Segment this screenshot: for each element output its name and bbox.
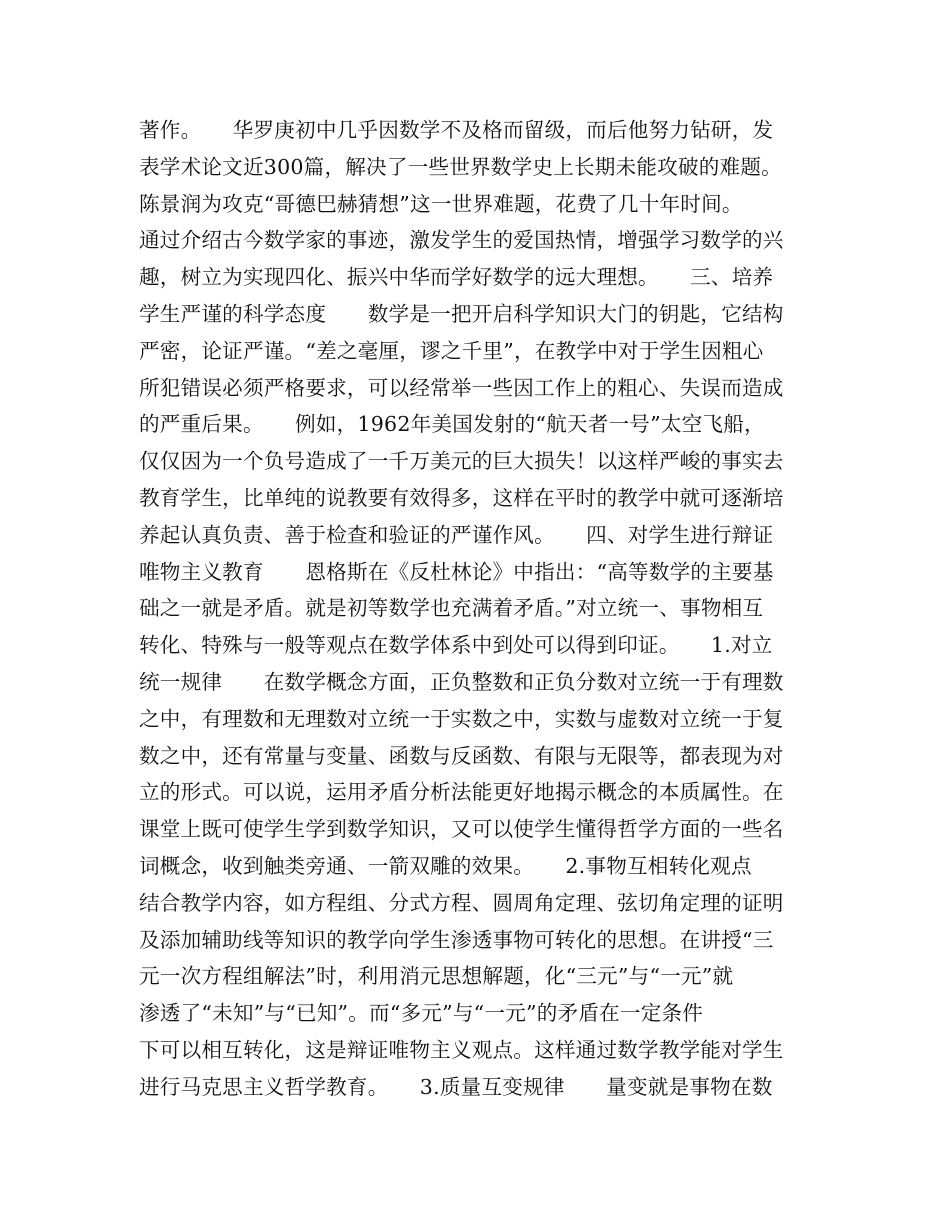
text-line: 课堂上既可使学生学到数学知识，又可以使学生懂得哲学方面的一些名	[139, 817, 784, 842]
text-line: 所犯错误必须严格要求，可以经常举一些因工作上的粗心、失误而造成	[139, 375, 784, 400]
text-line: 渗透了“未知”与“已知”。而“多元”与“一元”的矛盾在一定条件	[139, 1001, 704, 1026]
text-line: 表学术论文近300篇，解决了一些世界数学史上长期未能攻破的难题。	[139, 154, 782, 179]
text-line: 及添加辅助线等知识的教学向学生渗透事物可转化的思想。在讲授“三	[139, 927, 774, 952]
text-line: 立的形式。可以说，运用矛盾分析法能更好地揭示概念的本质属性。在	[139, 780, 784, 805]
text-line: 严密，论证严谨。“差之毫厘，谬之千里”，在教学中对于学生因粗心	[139, 338, 764, 363]
text-line: 进行马克思主义哲学教育。 3.质量互变规律 量变就是事物在数	[139, 1074, 773, 1099]
text-line: 词概念，收到触类旁通、一箭双雕的效果。 2.事物互相转化观点	[139, 853, 752, 878]
text-line: 学生严谨的科学态度 数学是一把开启科学知识大门的钥匙，它结构	[139, 301, 784, 326]
text-line: 转化、特殊与一般等观点在数学体系中到处可以得到印证。 1.对立	[139, 633, 773, 658]
text-line: 仅仅因为一个负号造成了一千万美元的巨大损失！以这样严峻的事实去	[139, 449, 784, 474]
text-line: 统一规律 在数学概念方面，正负整数和正负分数对立统一于有理数	[139, 669, 784, 694]
text-line: 养起认真负责、善于检查和验证的严谨作风。 四、对学生进行辩证	[139, 522, 774, 547]
text-line: 著作。 华罗庚初中几乎因数学不及格而留级，而后他努力钻研，发	[139, 118, 774, 142]
text-line: 教育学生，比单纯的说教要有效得多，这样在平时的教学中就可逐渐培	[139, 485, 784, 510]
text-line: 唯物主义教育 恩格斯在《反杜林论》中指出：“高等数学的主要基	[139, 559, 774, 584]
text-line: 陈景润为攻克“哥德巴赫猜想”这一世界难题，花费了几十年时间。	[139, 191, 743, 216]
text-line: 的严重后果。 例如，1962年美国发射的“航天者一号”太空飞船，	[139, 412, 765, 437]
text-line: 通过介绍古今数学家的事迹，激发学生的爱国热情，增强学习数学的兴	[139, 228, 784, 253]
text-line: 趣，树立为实现四化、振兴中华而学好数学的远大理想。 三、培养	[139, 265, 774, 290]
body-text	[139, 112, 829, 1106]
text-line: 数之中，还有常量与变量、函数与反函数、有限与无限等，都表现为对	[139, 743, 784, 768]
text-line: 础之一就是矛盾。就是初等数学也充满着矛盾。”对立统一、事物相互	[139, 596, 764, 621]
text-line: 下可以相互转化，这是辩证唯物主义观点。这样通过数学教学能对学生	[139, 1037, 784, 1062]
text-line: 元一次方程组解法”时，利用消元思想解题，化“三元”与“一元”就	[139, 964, 734, 989]
text-line: 结合教学内容，如方程组、分式方程、圆周角定理、弦切角定理的证明	[139, 890, 784, 915]
text-line: 之中，有理数和无理数对立统一于实数之中，实数与虚数对立统一于复	[139, 706, 784, 731]
